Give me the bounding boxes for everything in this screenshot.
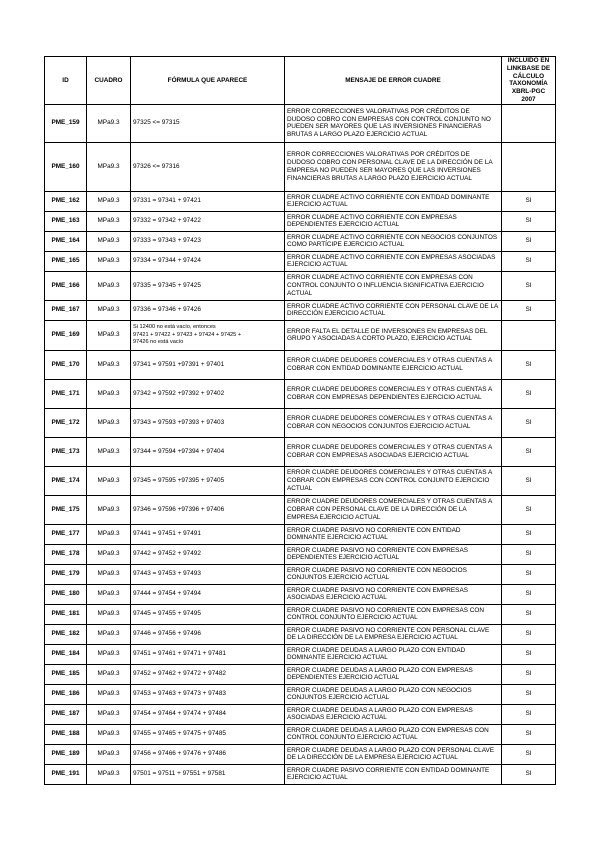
row-cuadro: MPa9.3 xyxy=(87,350,131,379)
row-id: PME_166 xyxy=(45,271,87,300)
row-mensaje: ERROR CUADRE DEUDAS A LARGO PLAZO CON EMPRESAS ASOCIADAS EJERCICIO ACTUAL xyxy=(285,704,502,724)
row-mensaje: ERROR CUADRE DEUDAS A LARGO PLAZO CON EMPRESAS CON CONTROL CONJUNTO EJERCICIO ACTUAL xyxy=(285,724,502,744)
row-id: PME_172 xyxy=(45,408,87,437)
row-mensaje: ERROR CORRECCIONES VALORATIVAS POR CRÉDITOS DE DUDOSO COBRO CON PERSONAL CLAVE DE LA DIRECCIÓN DE LA EMPRESA NO PUEDEN SER MAYORES QUE LAS INVERSIONES FINANCIERAS BRUTAS A LARGO PLAZO EJERCICIO ACTUAL xyxy=(285,142,502,191)
header-cuadro: CUADRO xyxy=(87,57,131,105)
row-mensaje: ERROR CUADRE DEUDAS A LARGO PLAZO CON EMPRESAS DEPENDIENTES EJERCICIO ACTUAL xyxy=(285,664,502,684)
table-header-row xyxy=(45,57,556,105)
row-formula: 97455 = 97465 + 97475 + 97485 xyxy=(131,724,285,744)
row-id: PME_169 xyxy=(45,320,87,350)
row-formula: 97336 = 97346 + 97426 xyxy=(131,300,285,320)
row-cuadro: MPa9.3 xyxy=(87,764,131,784)
row-formula: 97453 = 97463 + 97473 + 97483 xyxy=(131,684,285,704)
row-id: PME_170 xyxy=(45,350,87,379)
row-id: PME_191 xyxy=(45,764,87,784)
row-incluido: SI xyxy=(502,437,556,466)
row-incluido: SI xyxy=(502,744,556,764)
row-incluido: SI xyxy=(502,211,556,231)
row-incluido xyxy=(502,104,556,142)
row-cuadro: MPa9.3 xyxy=(87,379,131,408)
table-row xyxy=(45,231,556,251)
row-id: PME_180 xyxy=(45,584,87,604)
table-row xyxy=(45,437,556,466)
row-mensaje: ERROR CUADRE PASIVO NO CORRIENTE CON PERSONAL CLAVE DE LA DIRECCIÓN DE LA EMPRESA EJERCICIO ACTUAL xyxy=(285,624,502,644)
row-formula: 97442 = 97452 + 97492 xyxy=(131,544,285,564)
row-cuadro: MPa9.3 xyxy=(87,684,131,704)
row-mensaje: ERROR CUADRE ACTIVO CORRIENTE CON EMPRESAS ASOCIADAS EJERCICIO ACTUAL xyxy=(285,251,502,271)
row-incluido: SI xyxy=(502,724,556,744)
row-incluido: SI xyxy=(502,466,556,495)
row-id: PME_163 xyxy=(45,211,87,231)
row-cuadro: MPa9.3 xyxy=(87,408,131,437)
row-incluido xyxy=(502,320,556,350)
row-mensaje: ERROR FALTA EL DETALLE DE INVERSIONES EN EMPRESAS DEL GRUPO Y ASOCIADAS A CORTO PLAZO, EJERCICIO ACTUAL xyxy=(285,320,502,350)
row-incluido: SI xyxy=(502,231,556,251)
row-incluido: SI xyxy=(502,271,556,300)
header-incluido: INCLUIDO EN LINKBASE DE CÁLCULO TAXONOMÍA XBRL-PGC 2007 xyxy=(502,57,556,105)
row-mensaje: ERROR CUADRE DEUDORES COMERCIALES Y OTRAS CUENTAS A COBRAR CON ENTIDAD DOMINANTE EJERCICIO ACTUAL xyxy=(285,350,502,379)
row-formula: 97501 = 97511 + 97551 + 97581 xyxy=(131,764,285,784)
row-id: PME_173 xyxy=(45,437,87,466)
row-formula: 97444 = 97454 + 97494 xyxy=(131,584,285,604)
row-formula: 97326 <= 97316 xyxy=(131,142,285,191)
row-cuadro: MPa9.3 xyxy=(87,495,131,524)
table-row xyxy=(45,704,556,724)
row-cuadro: MPa9.3 xyxy=(87,524,131,544)
row-cuadro: MPa9.3 xyxy=(87,664,131,684)
row-formula-line: Si 12400 no está vacío, entonces xyxy=(133,324,216,331)
row-mensaje: ERROR CUADRE DEUDORES COMERCIALES Y OTRAS CUENTAS A COBRAR CON EMPRESAS ASOCIADAS EJERCICIO ACTUAL xyxy=(285,437,502,466)
row-incluido: SI xyxy=(502,544,556,564)
row-incluido: SI xyxy=(502,350,556,379)
row-cuadro: MPa9.3 xyxy=(87,211,131,231)
table-row xyxy=(45,251,556,271)
row-id: PME_187 xyxy=(45,704,87,724)
row-formula: 97445 = 97455 + 97495 xyxy=(131,604,285,624)
row-incluido: SI xyxy=(502,584,556,604)
row-mensaje: ERROR CUADRE PASIVO NO CORRIENTE CON ENTIDAD DOMINANTE EJERCICIO ACTUAL xyxy=(285,524,502,544)
row-mensaje: ERROR CUADRE DEUDAS A LARGO PLAZO CON ENTIDAD DOMINANTE EJERCICIO ACTUAL xyxy=(285,644,502,664)
row-cuadro: MPa9.3 xyxy=(87,251,131,271)
row-cuadro: MPa9.3 xyxy=(87,191,131,211)
row-id: PME_178 xyxy=(45,544,87,564)
row-formula: 97451 = 97461 + 97471 + 97481 xyxy=(131,644,285,664)
table-row xyxy=(45,466,556,495)
row-id: PME_181 xyxy=(45,604,87,624)
row-formula: 97342 = 97592 +97392 + 97402 xyxy=(131,379,285,408)
row-incluido: SI xyxy=(502,251,556,271)
row-mensaje: ERROR CUADRE PASIVO NO CORRIENTE CON EMPRESAS ASOCIADAS EJERCICIO ACTUAL xyxy=(285,584,502,604)
row-id: PME_164 xyxy=(45,231,87,251)
row-cuadro: MPa9.3 xyxy=(87,104,131,142)
row-mensaje: ERROR CUADRE ACTIVO CORRIENTE CON EMPRESAS CON CONTROL CONJUNTO O INFLUENCIA SIGNIFICATIVA EJERCICIO ACTUAL xyxy=(285,271,502,300)
table-row xyxy=(45,544,556,564)
row-mensaje: ERROR CUADRE ACTIVO CORRIENTE CON PERSONAL CLAVE DE LA DIRECCIÓN EJERCICIO ACTUAL xyxy=(285,300,502,320)
row-cuadro: MPa9.3 xyxy=(87,624,131,644)
row-formula: 97335 = 97345 + 97425 xyxy=(131,271,285,300)
row-formula-line: 97421 + 97422 + 97423 + 97424 + 97425 + xyxy=(133,331,242,338)
row-cuadro: MPa9.3 xyxy=(87,584,131,604)
row-mensaje: ERROR CORRECCIONES VALORATIVAS POR CRÉDITOS DE DUDOSO COBRO CON EMPRESAS CON CONTROL CONJUNTO NO PUEDEN SER MAYORES QUE LAS INVERSIONES FINANCIERAS BRUTAS A LARGO PLAZO EJERCICIO ACTUAL xyxy=(285,104,502,142)
row-incluido: SI xyxy=(502,300,556,320)
row-id: PME_162 xyxy=(45,191,87,211)
table-row xyxy=(45,524,556,544)
row-incluido: SI xyxy=(502,684,556,704)
row-id: PME_185 xyxy=(45,664,87,684)
row-formula: 97452 = 97462 + 97472 + 97482 xyxy=(131,664,285,684)
row-id: PME_179 xyxy=(45,564,87,584)
row-id: PME_182 xyxy=(45,624,87,644)
row-id: PME_174 xyxy=(45,466,87,495)
table-row xyxy=(45,350,556,379)
table-row xyxy=(45,142,556,191)
row-id: PME_159 xyxy=(45,104,87,142)
row-id: PME_188 xyxy=(45,724,87,744)
row-cuadro: MPa9.3 xyxy=(87,320,131,350)
row-id: PME_167 xyxy=(45,300,87,320)
table-row xyxy=(45,271,556,300)
row-cuadro: MPa9.3 xyxy=(87,724,131,744)
row-incluido: SI xyxy=(502,644,556,664)
row-incluido: SI xyxy=(502,664,556,684)
row-cuadro: MPa9.3 xyxy=(87,466,131,495)
row-formula: 97346 = 97596 +97396 + 97406 xyxy=(131,495,285,524)
table-row xyxy=(45,564,556,584)
row-formula: 97343 = 97593 +97393 + 97403 xyxy=(131,408,285,437)
row-incluido: SI xyxy=(502,495,556,524)
table-row xyxy=(45,724,556,744)
table-row xyxy=(45,684,556,704)
table-row xyxy=(45,320,556,350)
row-mensaje: ERROR CUADRE ACTIVO CORRIENTE CON ENTIDAD DOMINANTE EJERCICIO ACTUAL xyxy=(285,191,502,211)
row-formula: 97334 = 97344 + 97424 xyxy=(131,251,285,271)
table-row xyxy=(45,104,556,142)
row-formula: 97333 = 97343 + 97423 xyxy=(131,231,285,251)
table-row xyxy=(45,644,556,664)
row-mensaje: ERROR CUADRE DEUDORES COMERCIALES Y OTRAS CUENTAS A COBRAR CON EMPRESAS CON CONTROL CONJUNTO EJERCICIO ACTUAL xyxy=(285,466,502,495)
row-formula: 97344 = 97594 +97394 + 97404 xyxy=(131,437,285,466)
row-formula: 97443 = 97453 + 97493 xyxy=(131,564,285,584)
row-formula-line: 97426 no está vacío xyxy=(133,339,184,345)
row-formula: 97446 = 97456 + 97496 xyxy=(131,624,285,644)
row-incluido: SI xyxy=(502,704,556,724)
table-row xyxy=(45,664,556,684)
row-id: PME_184 xyxy=(45,644,87,664)
row-incluido: SI xyxy=(502,564,556,584)
row-id: PME_186 xyxy=(45,684,87,704)
row-id: PME_177 xyxy=(45,524,87,544)
row-incluido: SI xyxy=(502,379,556,408)
row-cuadro: MPa9.3 xyxy=(87,644,131,664)
row-cuadro: MPa9.3 xyxy=(87,231,131,251)
row-id: PME_175 xyxy=(45,495,87,524)
table-row xyxy=(45,300,556,320)
row-incluido: SI xyxy=(502,624,556,644)
table-row xyxy=(45,764,556,784)
error-table xyxy=(44,56,556,785)
row-incluido: SI xyxy=(502,764,556,784)
header-mensaje: MENSAJE DE ERROR CUADRE xyxy=(285,57,502,105)
row-formula: 97332 = 97342 + 97422 xyxy=(131,211,285,231)
row-mensaje: ERROR CUADRE DEUDAS A LARGO PLAZO CON NEGOCIOS CONJUNTOS EJERCICIO ACTUAL xyxy=(285,684,502,704)
row-cuadro: MPa9.3 xyxy=(87,300,131,320)
row-formula: 97331 = 97341 + 97421 xyxy=(131,191,285,211)
row-cuadro: MPa9.3 xyxy=(87,604,131,624)
table-row xyxy=(45,604,556,624)
table-row xyxy=(45,191,556,211)
table-row xyxy=(45,211,556,231)
row-cuadro: MPa9.3 xyxy=(87,564,131,584)
row-incluido xyxy=(502,142,556,191)
row-cuadro: MPa9.3 xyxy=(87,704,131,724)
table-row xyxy=(45,408,556,437)
header-id: ID xyxy=(45,57,87,105)
row-cuadro: MPa9.3 xyxy=(87,544,131,564)
row-formula xyxy=(131,320,285,350)
row-mensaje: ERROR CUADRE DEUDORES COMERCIALES Y OTRAS CUENTAS A COBRAR CON NEGOCIOS CONJUNTOS EJERCICIO ACTUAL xyxy=(285,408,502,437)
row-id: PME_171 xyxy=(45,379,87,408)
row-mensaje: ERROR CUADRE PASIVO CORRIENTE CON ENTIDAD DOMINANTE EJERCICIO ACTUAL xyxy=(285,764,502,784)
row-mensaje: ERROR CUADRE ACTIVO CORRIENTE CON EMPRESAS DEPENDIENTES EJERCICIO ACTUAL xyxy=(285,211,502,231)
table-row xyxy=(45,379,556,408)
row-id: PME_165 xyxy=(45,251,87,271)
row-formula: 97441 = 97451 + 97491 xyxy=(131,524,285,544)
row-id: PME_189 xyxy=(45,744,87,764)
row-mensaje: ERROR CUADRE ACTIVO CORRIENTE CON NEGOCIOS CONJUNTOS COMO PARTÍCIPE EJERCICIO ACTUAL xyxy=(285,231,502,251)
table-row xyxy=(45,584,556,604)
row-mensaje: ERROR CUADRE DEUDAS A LARGO PLAZO CON PERSONAL CLAVE DE LA DIRECCIÓN DE LA EMPRESA EJERCICIO ACTUAL xyxy=(285,744,502,764)
row-mensaje: ERROR CUADRE PASIVO NO CORRIENTE CON EMPRESAS DEPENDIENTES EJERCICIO ACTUAL xyxy=(285,544,502,564)
row-incluido: SI xyxy=(502,408,556,437)
row-cuadro: MPa9.3 xyxy=(87,271,131,300)
row-incluido: SI xyxy=(502,604,556,624)
row-mensaje: ERROR CUADRE DEUDORES COMERCIALES Y OTRAS CUENTAS A COBRAR CON PERSONAL CLAVE DE LA DIRECCIÓN DE LA EMPRESA EJERCICIO ACTUAL xyxy=(285,495,502,524)
table-body xyxy=(45,104,556,784)
table-row xyxy=(45,624,556,644)
row-incluido: SI xyxy=(502,524,556,544)
header-formula: FÓRMULA QUE APARECE xyxy=(131,57,285,105)
table-row xyxy=(45,495,556,524)
row-formula: 97325 <= 97315 xyxy=(131,104,285,142)
row-formula: 97454 = 97464 + 97474 + 97484 xyxy=(131,704,285,724)
table-row xyxy=(45,744,556,764)
row-mensaje: ERROR CUADRE PASIVO NO CORRIENTE CON NEGOCIOS CONJUNTOS EJERCICIO ACTUAL xyxy=(285,564,502,584)
row-formula: 97456 = 97466 + 97476 + 97486 xyxy=(131,744,285,764)
row-formula: 97345 = 97595 +97395 + 97405 xyxy=(131,466,285,495)
row-incluido: SI xyxy=(502,191,556,211)
row-mensaje: ERROR CUADRE PASIVO NO CORRIENTE CON EMPRESAS CON CONTROL CONJUNTO EJERCICIO ACTUAL xyxy=(285,604,502,624)
row-cuadro: MPa9.3 xyxy=(87,437,131,466)
row-cuadro: MPa9.3 xyxy=(87,142,131,191)
row-mensaje: ERROR CUADRE DEUDORES COMERCIALES Y OTRAS CUENTAS A COBRAR CON EMPRESAS DEPENDIENTES EJERCICIO ACTUAL xyxy=(285,379,502,408)
row-cuadro: MPa9.3 xyxy=(87,744,131,764)
row-formula: 97341 = 97591 +97391 + 97401 xyxy=(131,350,285,379)
row-id: PME_160 xyxy=(45,142,87,191)
